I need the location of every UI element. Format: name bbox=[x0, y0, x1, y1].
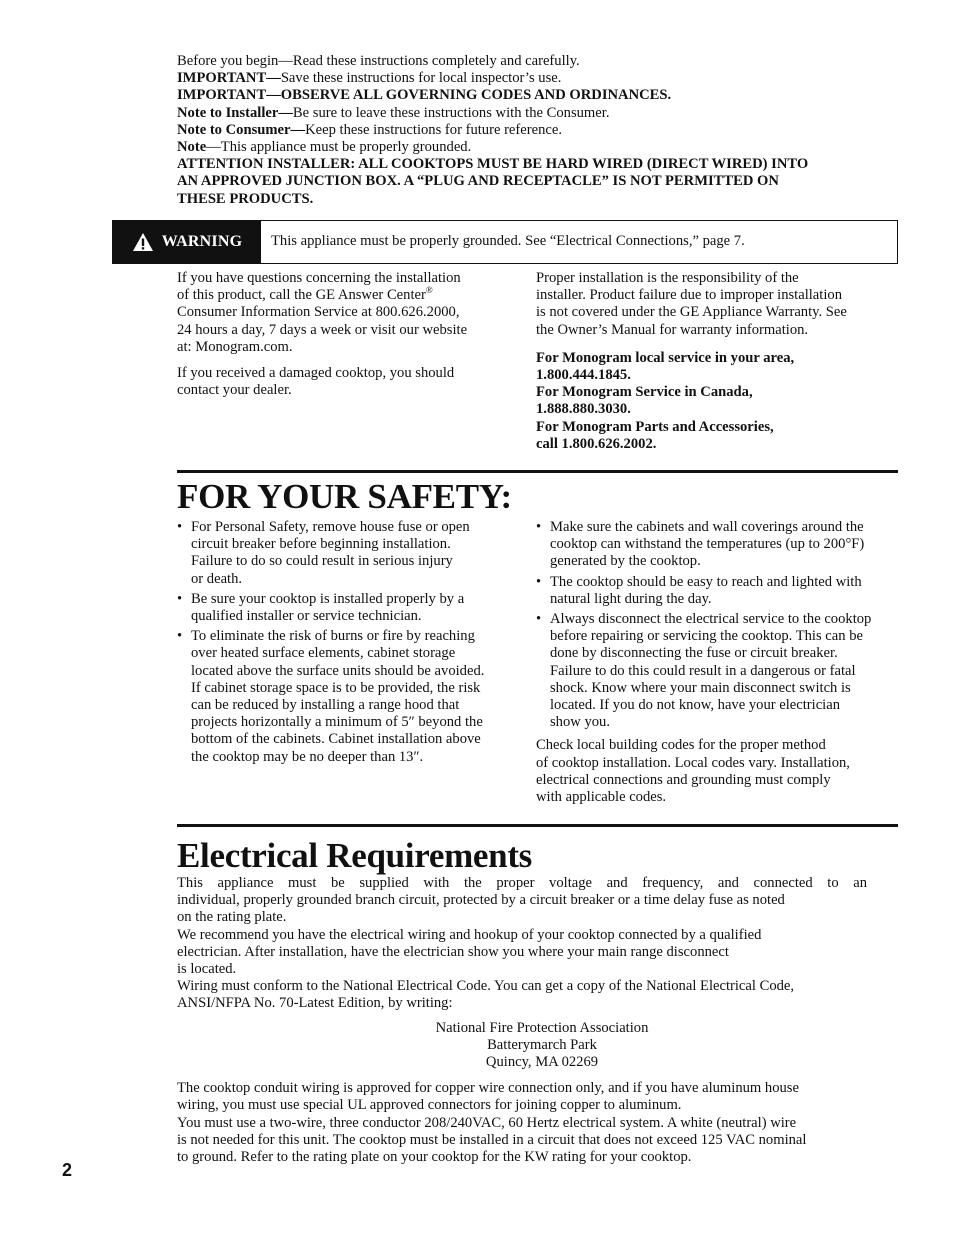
list-item: • To eliminate the risk of burns or fire by reaching over heated surface elements, cabinet storage located above the surface units should be avoided. If cabinet storage space is to be provided, the risk can be reduced by installing a range hood that projects horizontally a minimum of 5″ beyond the bottom of the cabinets. Cabinet installation above the cooktop may be no deeper than 13″. bbox=[177, 628, 512, 766]
electrical-paragraph: We recommend you have the electrical wiring and hookup of your cooktop connected by a qualified electrician. After installation, have the electrician show you where your main range disconnect is located. bbox=[177, 926, 762, 978]
list-item: • The cooktop should be easy to reach and lighted with natural light during the day. bbox=[536, 574, 898, 608]
safety-list-right bbox=[536, 519, 898, 731]
page-number: 2 bbox=[62, 1160, 73, 1180]
warning-label-box bbox=[113, 221, 261, 263]
warning-box bbox=[112, 220, 898, 264]
intro-line: Note to Installer—Be sure to leave these instructions with the Consumer. bbox=[177, 104, 610, 121]
electrical-paragraph: The cooktop conduit wiring is approved for copper wire connection only, and if you have aluminum house wiring, you must use special UL approved connectors for joining copper to aluminum. bbox=[177, 1080, 799, 1114]
intro-line: IMPORTANT—Save these instructions for local inspector’s use. bbox=[177, 70, 562, 87]
answer-center-paragraph: If you have questions concerning the installation of this product, call the GE Answer Center® Consumer Information Service at 800.626.2000, 24 hours a day, 7 days a week or visit our website at: Monogram.com. bbox=[177, 270, 468, 355]
safety-left-column bbox=[177, 519, 512, 769]
safety-right-column bbox=[536, 519, 898, 806]
intro-line: Before you begin—Read these instructions completely and carefully. bbox=[177, 53, 580, 69]
info-left-column bbox=[177, 270, 512, 399]
section-divider bbox=[177, 824, 898, 827]
list-item: • Be sure your cooktop is installed properly by a qualified installer or service technician. bbox=[177, 591, 512, 625]
attention-line: ATTENTION INSTALLER: ALL COOKTOPS MUST BE HARD WIRED (DIRECT WIRED) INTO bbox=[177, 156, 809, 173]
warning-triangle-icon bbox=[132, 232, 154, 252]
electrical-paragraph: This appliance must be supplied with the proper voltage and frequency, and connected to an individual, properly grounded branch circuit, protected by a circuit breaker or a time delay fuse as noted on the rating plate. bbox=[177, 875, 867, 926]
info-right-column bbox=[536, 270, 898, 453]
safety-heading: FOR YOUR SAFETY: bbox=[177, 477, 512, 516]
electrical-body bbox=[177, 875, 867, 1166]
proper-installation-paragraph: Proper installation is the responsibility of the installer. Product failure due to improper installation is not covered under the GE Appliance Warranty. See the Owner’s Manual for warranty information. bbox=[536, 270, 847, 338]
intro-block bbox=[177, 53, 867, 208]
mailing-address: National Fire Protection Association Batterymarch Park Quincy, MA 02269 bbox=[435, 1019, 649, 1071]
section-divider bbox=[177, 470, 898, 473]
electrical-heading: Electrical Requirements bbox=[177, 836, 532, 875]
intro-line: Note—This appliance must be properly grounded. bbox=[177, 139, 472, 156]
intro-line: Note to Consumer—Keep these instructions for future reference. bbox=[177, 121, 562, 138]
electrical-paragraph: Wiring must conform to the National Electrical Code. You can get a copy of the National Electrical Code, ANSI/NFPA No. 70-Latest Edition, by writing: bbox=[177, 978, 795, 1012]
safety-list-left bbox=[177, 519, 512, 766]
electrical-paragraph: You must use a two-wire, three conductor 208/240VAC, 60 Hertz electrical system. A white (neutral) wire is not needed for this unit. The cooktop must be installed in a circuit that does not exceed 125 VAC nominal to ground. Refer to the rating plate on your cooktop for the KW rating for your cooktop. bbox=[177, 1114, 807, 1166]
intro-line: IMPORTANT—OBSERVE ALL GOVERNING CODES AND ORDINANCES. bbox=[177, 87, 672, 104]
list-item: • Make sure the cabinets and wall coverings around the cooktop can withstand the temperatures (up to 200°F) generated by the cooktop. bbox=[536, 519, 898, 571]
service-contacts: For Monogram local service in your area, 1.800.444.1845. For Monogram Service in Canada, 1.888.880.3030. For Monogram Parts and Accessories, call 1.800.626.2002. bbox=[536, 349, 795, 452]
warning-text: This appliance must be properly grounded. See “Electrical Connections,” page 7. bbox=[271, 233, 745, 250]
attention-line: THESE PRODUCTS. bbox=[177, 190, 314, 207]
attention-line: AN APPROVED JUNCTION BOX. A “PLUG AND RECEPTACLE” IS NOT PERMITTED ON bbox=[177, 173, 779, 190]
list-item: • For Personal Safety, remove house fuse or open circuit breaker before beginning installation. Failure to do so could result in serious injury or death. bbox=[177, 519, 512, 588]
registered-mark: ® bbox=[425, 285, 433, 296]
warning-label: WARNING bbox=[161, 233, 243, 251]
damaged-cooktop-paragraph: If you received a damaged cooktop, you should contact your dealer. bbox=[177, 365, 455, 399]
building-codes-paragraph: Check local building codes for the proper method of cooktop installation. Local codes vary. Installation, electrical connections and grounding must comply with applicable codes. bbox=[536, 737, 850, 806]
list-item: • Always disconnect the electrical service to the cooktop before repairing or servicing the cooktop. This can be done by disconnecting the fuse or circuit breaker. Failure to do this could result in a dangerous or fatal shock. Know where your main disconnect switch is located. If you do not know, have your electrician show you. bbox=[536, 611, 898, 731]
